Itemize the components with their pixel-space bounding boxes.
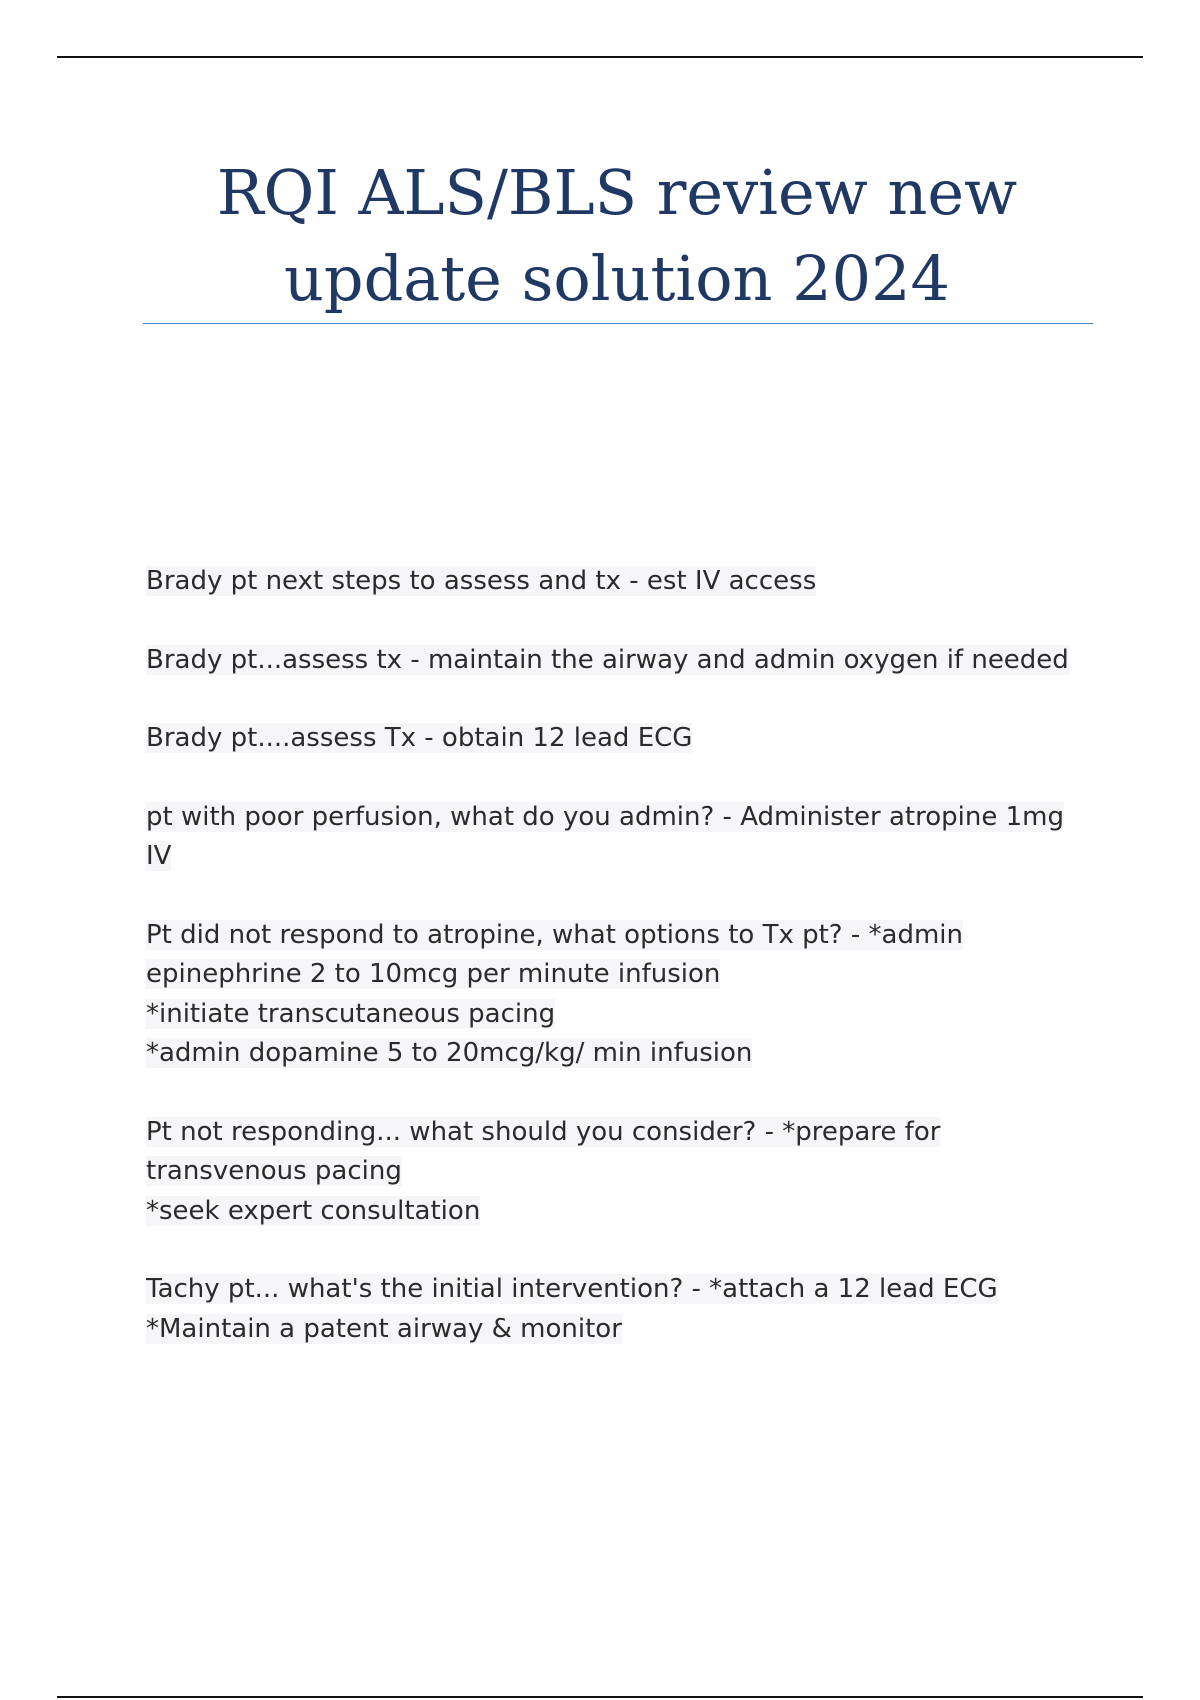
qa-line-text: Pt did not respond to atropine, what options to Tx pt? - *admin: [146, 919, 963, 950]
title-line-2: update solution 2024: [284, 242, 950, 315]
qa-line-text: Tachy pt... what's the initial intervention? - *attach a 12 lead ECG: [146, 1274, 998, 1304]
qa-line-text: *initiate transcutaneous pacing: [146, 998, 556, 1029]
qa-line: [146, 1034, 1086, 1074]
qa-line: [146, 995, 1086, 1035]
qa-line-text: Brady pt...assess tx - maintain the airway and admin oxygen if needed: [146, 644, 1069, 675]
qa-line: [146, 916, 1086, 956]
qa-line: [146, 798, 1086, 838]
qa-line-text: *seek expert consultation: [146, 1195, 481, 1226]
qa-line-text: Brady pt next steps to assess and tx - est IV access: [146, 566, 817, 596]
qa-entry: [146, 562, 1086, 602]
qa-line: [146, 1310, 1086, 1350]
qa-line-text: Brady pt....assess Tx - obtain 12 lead ECG: [146, 723, 693, 753]
qa-line: [146, 1192, 1086, 1232]
title-line-1: RQI ALS/BLS review new: [216, 156, 1018, 229]
qa-line-text: epinephrine 2 to 10mcg per minute infusion: [146, 959, 721, 989]
qa-entry: [146, 916, 1086, 1074]
qa-line: [146, 1270, 1086, 1310]
top-border-rule: [57, 56, 1143, 58]
qa-line: [146, 1152, 1086, 1192]
qa-entry: [146, 641, 1086, 681]
qa-line: [146, 641, 1086, 681]
title-underline-rule: [143, 323, 1093, 324]
qa-entry: [146, 719, 1086, 759]
qa-entry: [146, 1113, 1086, 1232]
qa-line: [146, 837, 1086, 877]
qa-line-text: transvenous pacing: [146, 1156, 402, 1186]
qa-line: [146, 719, 1086, 759]
qa-entry: [146, 798, 1086, 877]
qa-line-text: pt with poor perfusion, what do you admin? - Administer atropine 1mg: [146, 801, 1064, 832]
document-title: [143, 150, 1091, 322]
qa-line-text: *Maintain a patent airway & monitor: [146, 1313, 622, 1344]
qa-line-text: Pt not responding... what should you consider? - *prepare for: [146, 1116, 941, 1147]
qa-line: [146, 1113, 1086, 1153]
qa-line: [146, 562, 1086, 602]
qa-line-text: IV: [146, 841, 172, 871]
qa-line: [146, 955, 1086, 995]
qa-line-text: *admin dopamine 5 to 20mcg/kg/ min infusion: [146, 1038, 753, 1068]
bottom-border-rule: [57, 1696, 1143, 1698]
qa-entry: [146, 1270, 1086, 1349]
qa-entry-list: [146, 562, 1086, 1388]
